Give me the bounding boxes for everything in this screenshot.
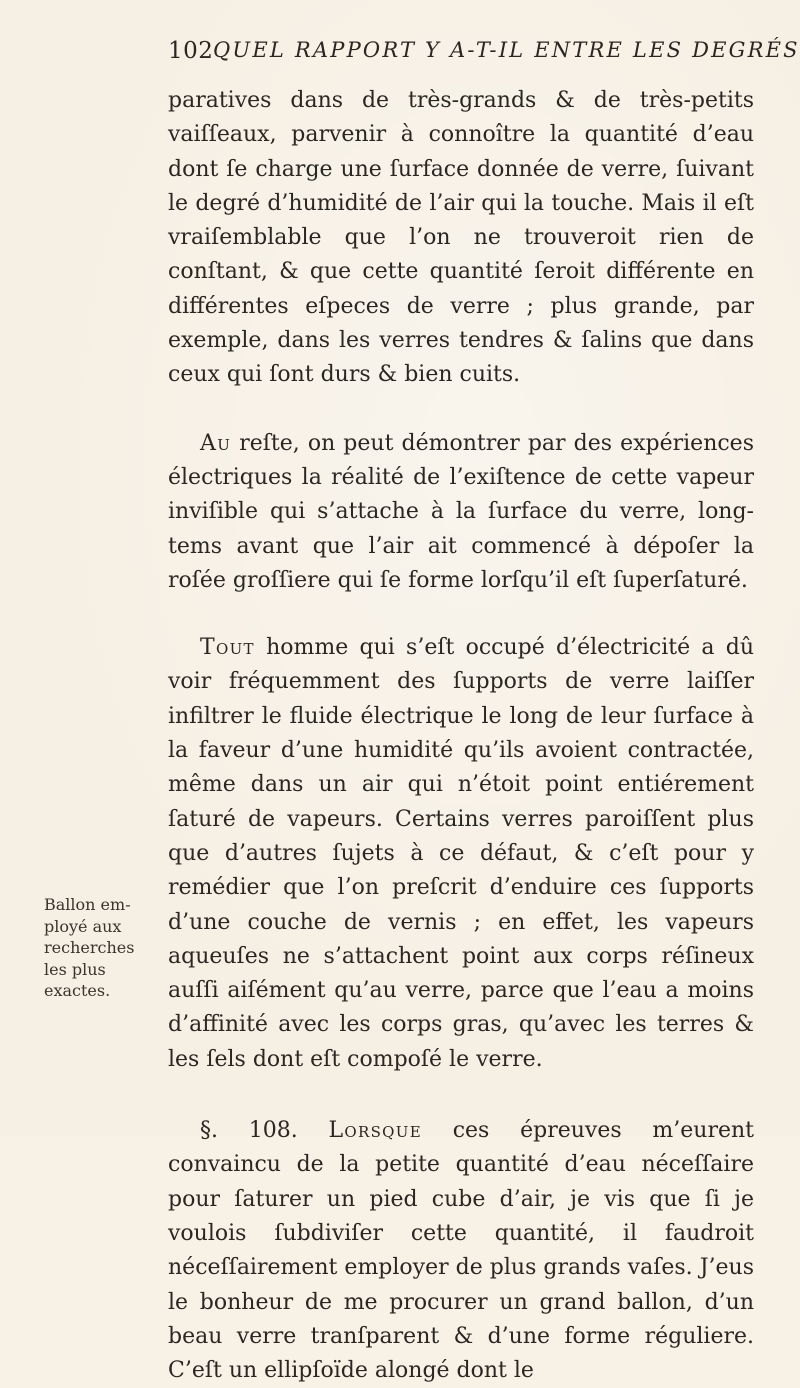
paragraph-4 <box>168 1114 754 1388</box>
section-number: §. 108. <box>200 1118 298 1144</box>
margin-note-line: recherches <box>44 938 135 957</box>
margin-note <box>44 894 154 1002</box>
margin-note-line: les plus <box>44 959 106 979</box>
paragraph-3-lead: Tout <box>200 635 255 661</box>
body-text <box>168 84 754 1388</box>
paragraph-4-lead: Lorsque <box>328 1118 422 1144</box>
page-number: 102 <box>168 38 214 64</box>
paragraph-1-text: paratives dans de très-grands & de très-petits vaiſſeaux, parvenir à connoître la quantité d’eau dont ſe charge une ſurface donnée de verre, ſuivant le degré d’humidité de l’air qui la touche. Mais il eſt vraiſemblable que l’on ne trouveroit rien de conſtant, & que cette quantité ſeroit différente en différentes eſpeces de verre ; plus grande, par exemple, dans les verres tendres & ſalins que dans ceux qui ſont durs & bien cuits. <box>168 88 754 388</box>
page-header <box>168 38 800 78</box>
margin-note-line: ployé aux <box>44 916 122 936</box>
paragraph-2 <box>168 427 754 598</box>
paragraph-4-text: ces épreuves m’eurent convaincu de la petite quantité d’eau néceſſaire pour ſaturer un pied cube d’air, je vis que ſi je voulois ſubdiviſer cette quantité, il faudroit néceſſairement employer de plus grands vaſes. J’eus le bonheur de me procurer un grand ballon, d’un beau verre tranſparent & d’une forme réguliere. C’eſt un ellipſoïde alongé dont le <box>168 1118 754 1384</box>
paragraph-2-lead: Au <box>200 430 232 456</box>
running-title: QUEL RAPPORT Y A-T-IL ENTRE LES DEGRÉS <box>213 38 800 62</box>
margin-note-line: exactes. <box>44 981 111 1000</box>
paragraph-3-text: homme qui s’eſt occupé d’électricité a dû voir fréquemment des ſupports de verre laiſſer infiltrer le fluide électrique le long de leur ſurface à la faveur d’une humidité qu’ils avoient contractée, même dans un air qui n’étoit point entiérement ſaturé de vapeurs. Certains verres paroiſſent plus que d’autres ſujets à ce défaut, & c’eſt pour y remédier que l’on preſcrit d’enduire ces ſupports d’une couche de vernis ; en effet, les vapeurs aqueuſes ne s’attachent point aux corps réſineux auſſi aiſément qu’au verre, parce que l’eau a moins d’affinité avec les corps gras, qu’avec les terres & les ſels dont eſt compoſé le verre. <box>168 635 754 1072</box>
margin-note-line: Ballon em- <box>44 895 131 914</box>
paragraph-1 <box>168 84 754 393</box>
paragraph-2-text: reſte, on peut démontrer par des expériences électriques la réalité de l’exiſtence de cette vapeur inviſible qui s’attache à la ſurface du verre, long-tems avant que l’air ait commencé à dépoſer la roſée groſſiere qui ſe forme lorſqu’il eſt ſuperſaturé. <box>168 430 754 593</box>
paragraph-3 <box>168 631 754 1077</box>
